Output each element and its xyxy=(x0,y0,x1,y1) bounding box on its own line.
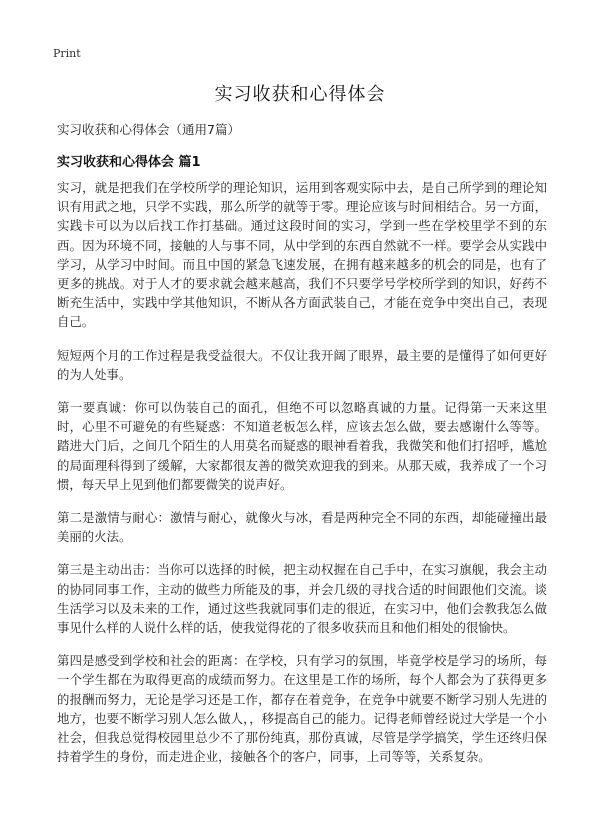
paragraph-5: 第三是主动出击：当你可以选择的时候，把主动权握在自己手中，在实习旗舰，我会主动的协同同事工作，主动的做些力所能及的事，并会几级的寻找合适的时间跟他们交流。谈生活学习以及未来的工作，通过这些我就同事们走的很近，在实习中，他们会教我怎么做事见什么样的人说什么样的话，使我觉得花的了很多收获而且和他们相处的很愉快。 xyxy=(57,562,547,636)
article-body xyxy=(57,178,547,780)
paragraph-6: 第四是感受到学校和社会的距离：在学校，只有学习的氛围，毕竟学校是学习的场所，每一个学生都在为取得更高的成绩而努力。在这里是工作的场所，每个人都会为了获得更多的报酬而努力，无论是学习还是工作，都存在着竞争，在竞争中就要不断学习别人先进的地方，也要不断学习别人怎么做人，，移提高自己的能力。记得老师曾经说过大学是一个小社会，但我总觉得校园里总少不了那份纯真，那份真诚，尽管是学学搞笑，学生还终归保持着学生的身份，而走进企业，接触各个的客户，同事，上司等等，关系复杂。 xyxy=(57,653,547,765)
document-subtitle: 实习收获和心得体会（通用7篇） xyxy=(57,122,240,137)
paragraph-2: 短短两个月的工作过程是我受益很大。不仅让我开阔了眼界，最主要的是懂得了如何更好的为人处事。 xyxy=(57,347,547,382)
paragraph-4: 第二是激情与耐心：激情与耐心，就像火与冰，看是两种完全不同的东西，却能碰撞出最美丽的火法。 xyxy=(57,510,547,545)
page-title: 实习收获和心得体会 xyxy=(214,84,386,105)
section-heading: 实习收获和心得体会 篇1 xyxy=(57,155,201,170)
paragraph-1: 实习，就是把我们在学校所学的理论知识，运用到客观实际中去，是自己所学到的理论知识有用武之地，只学不实践，那么所学的就等于零。理论应该与时间相结合。另一方面，实践卡可以为以后找工作打基础。通过这段时间的实习，学到一些在学校里学不到的东西。因为环境不同，接触的人与事不同，从中学到的东西自然就不一样。要学会从实践中学习，从学习中时间。而且中国的紧急飞速发展，在拥有越来越多的机会的同是，也有了更多的挑战。对于人才的要求就会越来越高，我们不只要学号学校所学到的知识，好药不断充生活中，实践中学其他知识，不断从各方面武装自己，才能在竞争中突出自己，表现自己。 xyxy=(57,180,547,330)
paragraph-3: 第一要真诚：你可以伪装自己的面孔，但绝不可以忽略真诚的力量。记得第一天来这里时，心里不可避免的有些疑惑：不知道老板怎么样，应该去怎么做，要去感谢什么等等。踏进大门后，之间几个陌生的人用莫名而疑惑的眼神看着我，我微笑和他们打招呼，尴尬的局面理科得到了缓解，大家都很友善的微笑欢迎我的到来。从那天威，我养成了一个习惯，每天早上见到他们都要微笑的说声好。 xyxy=(57,400,547,492)
print-link[interactable]: Print xyxy=(53,47,81,60)
